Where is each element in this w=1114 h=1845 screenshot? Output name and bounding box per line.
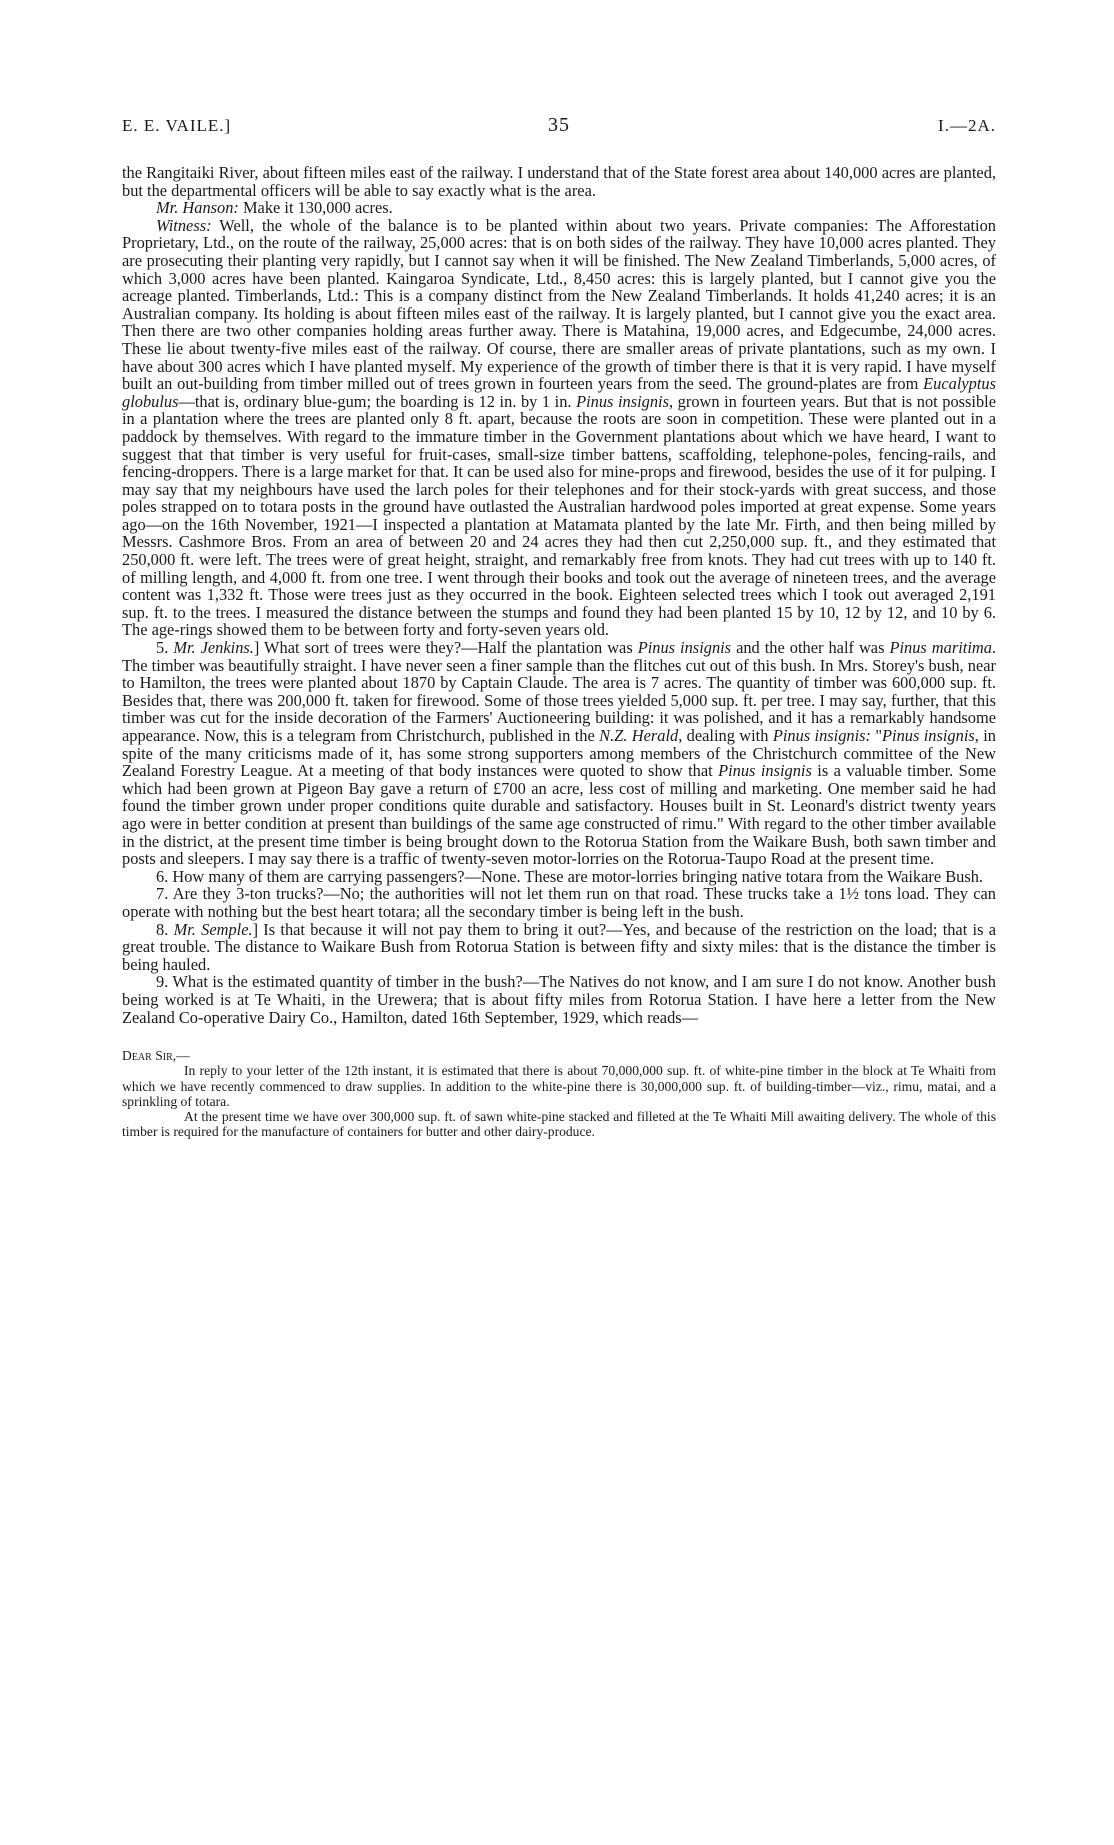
species-name: Pinus insignis xyxy=(882,726,975,745)
speaker-label: Mr. Semple. xyxy=(173,919,253,939)
page-number: 35 xyxy=(548,114,570,136)
paragraph-hanson: Mr. Hanson: Make it 130,000 acres. xyxy=(156,198,393,218)
paragraph-witness: Witness: Well, the whole of the balance is to be planted within about two years. Private companies: The Afforestation Proprietary, Ltd., on the route of the railway, 25,000 acres: that is on both sides of the railway. They have 10,000 acres planted. They are prosecuting their planting very rapidly, but I cannot say when it will be finished. The New Zealand Timberlands, 5,000 acres, of which 3,000 acres have been planted. Kaingaroa Syndicate, Ltd., 8,450 acres: this is largely planted, but I cannot give you the acreage planted. Timberlands, Ltd.: This is a company distinct from the New Zealand Timberlands. It holds 41,240 acres; it is an Australian company. Its holding is about fifteen miles east of the railway. It is largely planted, but I cannot give you the exact area. Then there are two other companies holding areas further away. There is Matahina, 19,000 acres, and Edgecumbe, 24,000 acres. These lie about twenty-five miles east of the railway. Of course, there are smaller areas of private plantations, such as my own. I have about 300 acres which I have planted myself. My experience of the growth of timber there is that it is very rapid. I have myself built an out-building from timber milled out of trees grown in fourteen years from the seed. The ground-plates are from Eucalyptus globulus—that is, ordinary blue-gum; the boarding is 12 in. by 1 in. Pinus insignis, grown in fourteen years. But that is not possible in a plantation where the trees are planted only 8 ft. apart, because the roots are soon in competition. These were planted out in a paddock by themselves. With regard to the immature timber in the Government plantations about which we have heard, I want to suggest that that timber is very useful for fruit-cases, small-size timber battens, scaffolding, telephone-poles, fencing-rails, and fencing-droppers. There is a large market for that. It can be used also for mine-props and firewood, besides the use of it for pulping. I may say that my neighbours have used the larch poles for their telephones and for their stock-yards with great success, and those poles strapped on to totara posts in the ground have outlasted the Australian hardwood poles imported at great expense. Some years ago—on the 16th November, 1921—I inspected a plantation at Matamata planted by the late Mr. Firth, and then being milled by Messrs. Cashmore Bros. From an area of between 20 and 24 acres they had then cut 2,250,000 sup. ft., and they estimated that 250,000 ft. were left. The trees were of great height, straight, and remarkably free from knots. They had cut trees with up to 140 ft. of milling length, and 4,000 ft. from one tree. I went through their books and took out the average of nineteen trees, and the average content was 1,332 ft. Those were trees just as they occurred in the book. Eighteen selected trees which I took out averaged 2,191 sup. ft. to the trees. I measured the distance between the stumps and found they had been planted 15 by 10, 12 by 12, and 10 by 6. The age-rings showed them to be between forty and forty-seven years old. xyxy=(122,215,996,640)
species-name: Eucalyptus globulus xyxy=(122,374,996,411)
question-9: 9. What is the estimated quantity of timber in the bush?—The Natives do not know, and I am sure I do not know. Another bush being worked is at Te Whaiti, in the Urewera; that is about fifty miles from Rotorua Station. I have here a letter from the New Zealand Co-operative Dairy Co., Hamilton, dated 16th September, 1929, which reads— xyxy=(122,972,996,1027)
speaker-label: Witness: xyxy=(156,215,212,235)
paragraph-continued: the Rangitaiki River, about fifteen miles east of the railway. I understand that of the State forest area about 140,000 acres are planted, but the departmental officers will be able to say exactly what is the area. xyxy=(122,163,996,200)
quoted-letter xyxy=(122,1048,996,1139)
body-text xyxy=(122,164,996,1139)
fraction: ½ xyxy=(846,884,859,904)
letter-salutation: Dear Sir,— xyxy=(122,1048,190,1064)
speaker-label: Mr. Hanson: xyxy=(156,198,239,218)
newspaper-name: N.Z. Herald xyxy=(599,726,679,745)
question-6: 6. How many of them are carrying passengers?—None. These are motor-lorries bringing native totara from the Waikare Bush. xyxy=(156,866,984,886)
letter-paragraph: At the present time we have over 300,000 sup. ft. of sawn white-pine stacked and filleted at the Te Whaiti Mill awaiting delivery. The whole of this timber is required for the manufacture of containers for butter and other dairy-produce. xyxy=(122,1108,996,1140)
species-name: Pinus insignis: xyxy=(772,726,871,745)
species-name: Pinus insignis xyxy=(718,761,812,781)
speaker-label: Mr. Jenkins. xyxy=(173,638,254,658)
letter-paragraph: In reply to your letter of the 12th instant, it is estimated that there is about 70,000,000 sup. ft. of white-pine timber in the block at Te Whaiti from which we have recently commenced to draw supplies. In addition to the white-pine there is 30,000,000 sup. ft. of building-timber—viz., rimu, matai, and a sprinkling of totara. xyxy=(122,1063,996,1109)
running-header xyxy=(122,116,996,140)
question-7: 7. Are they 3-ton trucks?—No; the authorities will not let them run on that road. These trucks take a 1½ tons load. They can operate with nothing but the best heart totara; all the secondary timber is being left in the bush. xyxy=(122,884,996,921)
species-name: Pinus insignis xyxy=(576,391,669,411)
paper-reference: I.—2A. xyxy=(938,116,996,135)
species-name: Pinus insignis xyxy=(637,638,732,658)
witness-name: E. E. VAILE.] xyxy=(122,116,232,135)
question-5: 5. Mr. Jenkins.] What sort of trees were they?—Half the plantation was Pinus insignis and the other half was Pinus maritima. The timber was beautifully straight. I have never seen a finer sample than the flitches cut out of this bush. In Mrs. Storey's bush, near to Hamilton, the trees were planted about 1870 by Captain Claude. The area is 7 acres. The quantity of timber was 600,000 sup. ft. Besides that, there was 200,000 ft. taken for firewood. Some of those trees yielded 5,000 sup. ft. per tree. I may say, further, that this timber was cut for the inside decoration of the Farmers' Auctioneering building: it was polished, and it has a remarkably handsome appearance. Now, this is a telegram from Christchurch, published in the N.Z. Herald, dealing with Pinus insignis: "Pinus insignis, in spite of the many criticisms made of it, has some strong supporters among members of the Christchurch committee of the New Zealand Forestry League. At a meeting of that body instances were quoted to show that Pinus insignis is a valuable timber. Some which had been grown at Pigeon Bay gave a return of £700 an acre, less cost of milling and marketing. One member said he had found the timber grown under proper conditions quite durable and satisfactory. Houses built in St. Leonard's district twenty years ago were in better condition at present than buildings of the same age constructed of rimu." With regard to the other timber available in the district, at the present time timber is being brought down to the Rotorua Station from the Waikare Bush, both sawn timber and posts and sleepers. I may say there is a traffic of twenty-seven motor-lorries on the Rotorua-Taupo Road at the present time. xyxy=(122,638,997,869)
species-name: Pinus maritima xyxy=(889,638,992,658)
question-8: 8. Mr. Semple.] Is that because it will not pay them to bring it out?—Yes, and because of the restriction on the load; that is a great trouble. The distance to Waikare Bush from Rotorua Station is between fifty and sixty miles: that is the distance the timber is being hauled. xyxy=(122,919,996,974)
